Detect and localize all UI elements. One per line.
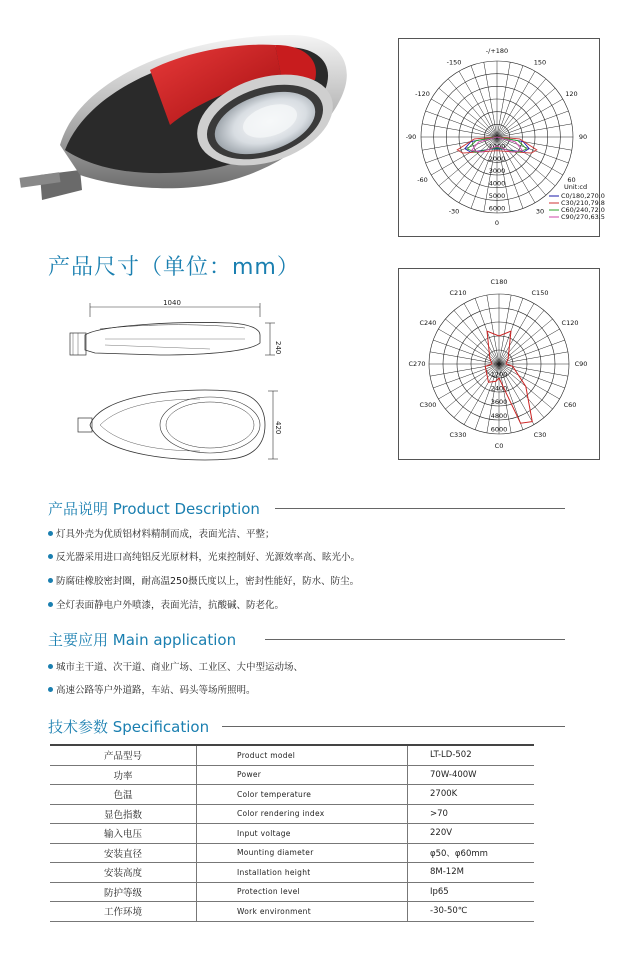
- radial-label: 5000: [488, 192, 506, 201]
- application-heading: 主要应用 Main application: [48, 631, 237, 649]
- angle-label: -120: [415, 90, 430, 98]
- radial-label: 3000: [488, 167, 506, 176]
- height-dimension: 240: [274, 341, 282, 355]
- angle-label: -150: [446, 58, 462, 67]
- legend-item: C0/180,270.0: [561, 192, 605, 200]
- light-distribution-polar-chart: [398, 268, 600, 460]
- description-item: 反光器采用进口高纯铝反光原材料，光束控制好、光源效率高、眩光小。: [48, 549, 360, 563]
- angle-label: 0: [494, 219, 500, 227]
- length-dimension: 1040: [163, 299, 181, 307]
- luminous-intensity-polar-chart: [398, 38, 605, 237]
- application-divider: [265, 639, 565, 640]
- application-item: 高速公路等户外道路，车站、码头等场所照明。: [48, 682, 256, 696]
- street-light-photo: [20, 25, 360, 210]
- angle-label: C270: [408, 360, 426, 368]
- table-row: 防护等级 Protection level Ip65: [50, 882, 534, 902]
- description-item: 全灯表面静电户外喷漆，表面光洁，抗酸碱、防老化。: [48, 597, 284, 611]
- radial-label: 1200: [490, 370, 508, 379]
- bullet-icon: [48, 578, 53, 583]
- dimensions-title: 产品尺寸（单位：mm）: [48, 255, 300, 280]
- application-item: 城市主干道、次干道、商业广场、工业区、大中型运动场、: [48, 659, 303, 673]
- angle-label: C90: [574, 360, 588, 368]
- angle-label: -/+180: [485, 47, 509, 55]
- table-row: 产品型号 Product model LT-LD-502: [50, 745, 534, 765]
- table-row: 工作环境 Work environment -30-50℃: [50, 902, 534, 922]
- angle-label: -30: [448, 207, 460, 216]
- unit-label: Unit:cd: [564, 183, 588, 191]
- width-dimension: 420: [274, 421, 282, 435]
- radial-label: 3600: [490, 398, 508, 407]
- description-divider: [275, 508, 565, 509]
- bullet-icon: [48, 554, 53, 559]
- angle-label: -60: [417, 176, 428, 184]
- angle-label: C60: [563, 401, 577, 409]
- legend-item: C90/270,63.5: [561, 213, 605, 221]
- angle-label: C0: [494, 442, 504, 450]
- table-row: 安装直径 Mounting diameter φ50、φ60mm: [50, 843, 534, 863]
- angle-label: 120: [565, 90, 578, 98]
- angle-label: C300: [419, 401, 437, 409]
- bullet-icon: [48, 602, 53, 607]
- radial-label: 6000: [490, 425, 508, 434]
- bullet-icon: [48, 687, 53, 692]
- angle-label: -90: [405, 133, 417, 141]
- radial-label: 2400: [490, 384, 508, 393]
- angle-label: C210: [449, 288, 467, 297]
- description-heading: 产品说明 Product Description: [48, 500, 260, 518]
- angle-label: C150: [531, 288, 549, 297]
- legend-item: C60/240,72.0: [561, 206, 605, 214]
- description-item: 防腐硅橡胶密封圈，耐高温250摄氏度以上，密封性能好，防水、防尘。: [48, 573, 359, 587]
- specification-heading: 技术参数 Specification: [48, 718, 210, 736]
- bullet-icon: [48, 664, 53, 669]
- table-row: 色温 Color temperature 2700K: [50, 785, 534, 805]
- angle-label: 90: [578, 133, 588, 141]
- angle-label: C180: [490, 278, 508, 286]
- specification-table: [50, 744, 534, 922]
- angle-label: 150: [533, 58, 547, 67]
- table-row: 输入电压 Input voltage 220V: [50, 824, 534, 844]
- radial-label: 6000: [488, 204, 506, 213]
- angle-label: 30: [535, 207, 545, 216]
- dimension-drawings: [60, 295, 290, 475]
- angle-label: 60: [567, 176, 576, 184]
- legend-item: C30/210,79.8: [561, 199, 605, 207]
- table-row: 显色指数 Color rendering index >70: [50, 804, 534, 824]
- radial-label: 1000: [488, 142, 506, 151]
- angle-label: C330: [449, 431, 467, 440]
- specification-divider: [222, 726, 565, 727]
- radial-label: 2000: [488, 154, 506, 163]
- angle-label: C240: [419, 319, 437, 327]
- bullet-icon: [48, 531, 53, 536]
- radial-label: 4000: [488, 179, 506, 188]
- angle-label: C120: [561, 319, 579, 327]
- table-row: 功率 Power 70W-400W: [50, 765, 534, 785]
- radial-label: 4800: [490, 411, 508, 420]
- description-item: 灯具外壳为优质铝材料精制而成，表面光洁、平整；: [48, 526, 275, 540]
- table-row: 安装高度 Installation height 8M-12M: [50, 863, 534, 883]
- angle-label: C30: [533, 431, 547, 440]
